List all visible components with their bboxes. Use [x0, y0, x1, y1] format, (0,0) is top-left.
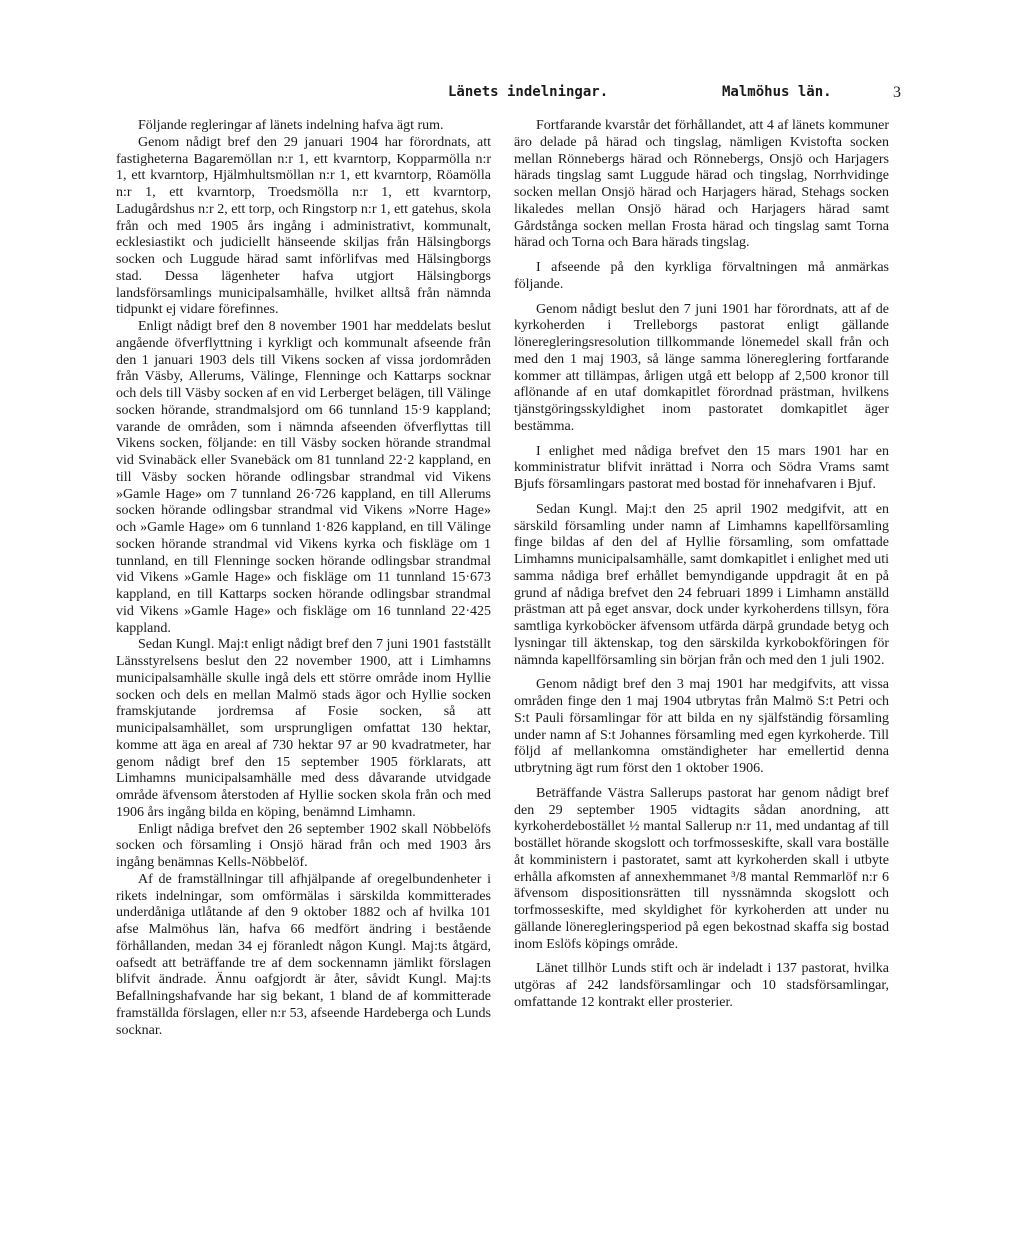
left-column	[116, 118, 491, 1039]
header-left-title: Länets indelningar.	[448, 84, 609, 100]
paragraph: I afseende på den kyrkliga förvaltningen må anmärkas följande.	[514, 260, 889, 292]
running-header	[0, 84, 1024, 110]
paragraph: Enligt nådigt bref den 8 november 1901 har meddelats beslut angående öfverflyttning i kyrkligt och kommunalt afseende från den 1 januari 1903 dels till Vikens socken af vissa jordområden från Väsby, Allerums, Välinge, Flenninge och Kattarps socknar och dels till Väsby socken af en vid Lerberget belägen, till Välinge socken hörande, strandmalsjord om 66 tunnland 15·9 kappland; varande de områden, som i nämnda afseenden öfverflyttas till Vikens socken, följande: en till Väsby socken hörande strandmal vid Svinabäck eller Svanebäck om 81 tunnland 22·2 kappland, en till Väsby socken hörande odlingsbar strandmal vid Vikens »Gamle Hage» om 7 tunnland 26·726 kappland, en till Allerums socken hörande odlingsbar strandmal vid Vikens »Norre Hage» och »Gamle Hage» om 6 tunnland 1·826 kappland, en till Välinge socken hörande strandmal vid Vikens kyrka och fiskläge om 1 tunnland, en till Flenninge socken hörande odlingsbar strandmal vid Vikens »Gamle Hage» och fiskläge om 11 tunnland 15·673 kappland, en till Kattarps socken hörande odlingsbar strandmal vid Vikens »Gamle Hage» och fiskläge om 16 tunnland 22·425 kappland.	[116, 319, 491, 636]
paragraph: Beträffande Västra Sallerups pastorat har genom nådigt bref den 29 september 1905 vidtagits sådan anordning, att kyrkoherdebostället ½ mantal Sallerup n:r 11, med undantag af till bostället hörande skogslott och torfmosseskifte, skall vara boställe åt komministern i pastoratet, samt att kyrkoherden skall i utbyte erhålla afkomsten af annexhemmanet ³/8 mantal Remmarlöf n:r 6 äfvensom dispositionsrätten till nyssnämnda skogslott och torfmosseskifte, med skyldighet för kyrkoherden att under nu gällande löneregleringsperiod på egen bekostnad skaffa sig bostad inom Eslöfs köpings område.	[514, 785, 889, 952]
page-number: 3	[893, 84, 901, 101]
paragraph: Fortfarande kvarstår det förhållandet, att 4 af länets kommuner äro delade på härad och tingslag, nämligen Kvistofta socken mellan Rönnebergs härad och Rönnebergs, Onsjö och Harjagers härads tingslag samt Luggude härad och tingslag, Norrhvidinge socken mellan Onsjö härad och Harjagers härad, Stehags socken likaledes mellan Onsjö härad och Harjagers härad samt Gårdstånga socken mellan Frosta härad och tingslag samt Torna härad och Torna och Bara härads tingslag.	[514, 118, 889, 251]
paragraph: Af de framställningar till afhjälpande af oregelbundenheter i rikets indelningar, som omförmälas i särskilda kommitterades underdåniga utlåtande af den 9 oktober 1882 och af hvilka 101 afse Malmöhus län, hafva 66 medfört ändring i bestående förhållanden, medan 34 ej föranledt någon Kungl. Maj:ts åtgärd, oafsedt att beträffande tre af dem sockennamn jämlikt förslagen blifvit ändrade. Ännu oafgjordt är åter, såvidt Kungl. Maj:ts Befallningshafvande har sig bekant, 1 bland de af kommitterade framställda förslagen, eller n:r 53, afseende Hardeberga och Lunds socknar.	[116, 871, 491, 1038]
paragraph: I enlighet med nådiga brefvet den 15 mars 1901 har en komministratur blifvit inrättad i Norra och Södra Vrams samt Bjufs församlingars pastorat med bostad för innehafvaren i Bjuf.	[514, 443, 889, 492]
paragraph: Sedan Kungl. Maj:t den 25 april 1902 medgifvit, att en särskild församling under namn af Limhamns kapellförsamling finge bildas af den del af Hyllie församling, som omfattade Limhamns municipalsamhälle, samt domkapitlet i enlighet med uti samma nådiga bref erhållet bemyndigande uppdragit åt en på grund af nådiga brefvet den 24 februari 1899 i Limhamn anställd prästman att på eget ansvar, dock under kyrkoherdens tillsyn, föra samtliga kyrkoböcker äfvensom utfärda därpå grundade betyg och lysningar till äktenskap, tog den särskilda kyrkobokföringen för nämnda kapellförsamling sin början från och med den 1 juli 1902.	[514, 501, 889, 668]
paragraph: Länet tillhör Lunds stift och är indeladt i 137 pastorat, hvilka utgöras af 242 landsförsamlingar och 10 stadsförsamlingar, omfattande 12 kontrakt eller prosterier.	[514, 961, 889, 1010]
header-right-title: Malmöhus län.	[722, 84, 832, 100]
paragraph: Genom nådigt beslut den 7 juni 1901 har förordnats, att af de kyrkoherden i Trelleborgs pastorat enligt gällande löneregleringsresolution tillkommande lönemedel skall från och med den 1 maj 1903, så länge samma lönereglering fortfarande kommer att tillämpas, årligen utgå ett belopp af 2,500 kronor till aflönande af en utaf domkapitlet förordnad prästman, hvilkens tjänstgöringsskyldighet inom pastoratet domkapitlet äger bestämma.	[514, 301, 889, 434]
paragraph: Enligt nådiga brefvet den 26 september 1902 skall Nöbbelöfs socken och församling i Onsjö härad från och med 1903 års ingång benämnas Kells-Nöbbelöf.	[116, 821, 491, 870]
paragraph: Sedan Kungl. Maj:t enligt nådigt bref den 7 juni 1901 fastställt Länsstyrelsens beslut den 22 november 1900, att i Limhamns municipalsamhälle skulle ingå dels ett större område inom Hyllie socken och dels en mellan Malmö stads ägor och Hyllie socken framskjutande jordremsa af Fosie socken, så att municipalsamhället, som ursprungligen omfattat 130 hektar, komme att äga en areal af 730 hektar 97 ar 90 kvadratmeter, har genom nådigt bref den 15 september 1905 förklarats, att Limhamns municipalsamhälle med dess dåvarande utvidgade område äfvensom återstoden af Hyllie socken skola från och med 1906 års ingång bilda en köping, benämnd Limhamn.	[116, 637, 491, 820]
paragraph: Genom nådigt bref den 3 maj 1901 har medgifvits, att vissa områden finge den 1 maj 1904 utbrytas från Malmö S:t Petri och S:t Pauli församlingar för att bilda en ny själfständig församling under namn af S:t Johannes församling med egen kyrkoherde. Till följd af mellankomna omständigheter har emellertid denna utbrytning ägt rum först den 1 oktober 1906.	[514, 677, 889, 776]
right-column	[514, 118, 889, 1012]
paragraph: Följande regleringar af länets indelning hafva ägt rum.	[138, 118, 444, 133]
paragraph: Genom nådigt bref den 29 januari 1904 har förordnats, att fastigheterna Bagaremöllan n:r 1, ett kvarntorp, Kopparmölla n:r 1, ett kvarntorp, Hjälmhultsmöllan n:r 1, ett kvarntorp, Röamölla n:r 1, ett kvarntorp, Troedsmölla n:r 1, ett kvarntorp, Ladugårdshus n:r 2, ett torp, och Ringstorp n:r 1, ett gatehus, skola från och med 1905 års ingång i administrativt, kommunalt, ecklesiastikt och judiciellt hänseende skiljas från Hälsingborgs socken och Luggude härad samt införlifvas med Hälsingborgs stad. Dessa lägenheter hafva utgjort Hälsingborgs landsförsamlings municipalsamhälle, hvilket alltså från nämnda tidpunkt ej vidare förefinnes.	[116, 134, 491, 318]
